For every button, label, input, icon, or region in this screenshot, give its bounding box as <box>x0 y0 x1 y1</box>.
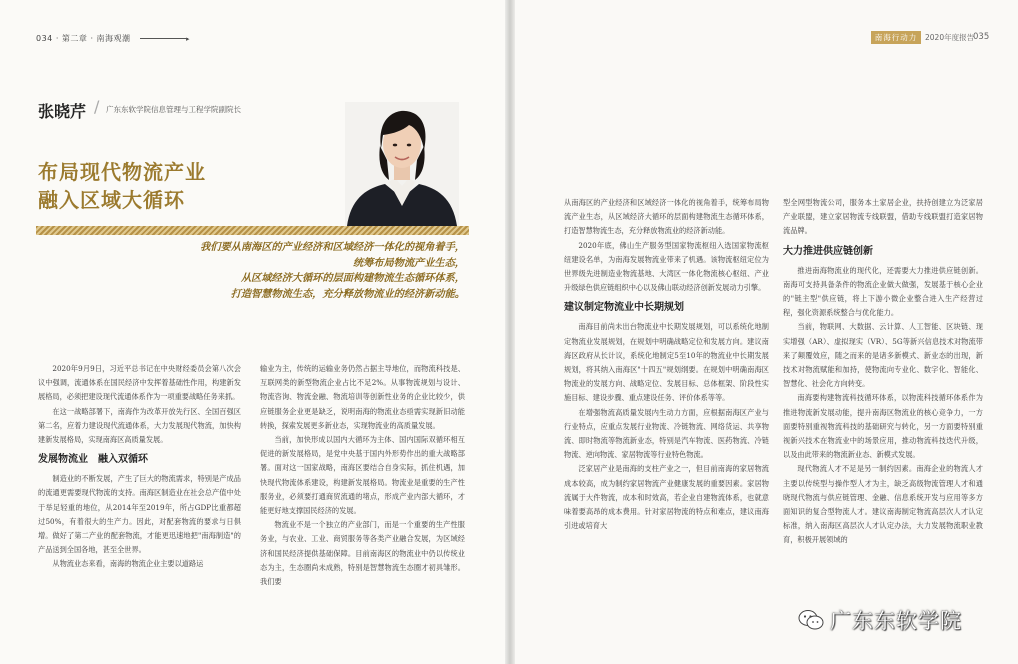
paragraph: 当前，加快形成以国内大循环为主体、国内国际双循环相互促进的新发展格局，是党中央基于国内外形势作出的重大战略部署。面对这一国家战略，南海区要结合自身实际，抓住机遇，加快现代物流体系建设，构建新发展格局。物流业是重要的生产性服务业，必须要打通商贸流通的堵点，形成产业内部大循环，才能更好地支撑国民经济的发展。 <box>260 435 465 516</box>
title-line-1: 布局现代物流产业 <box>38 160 206 184</box>
paragraph: 在增强物流高质量发展内生动力方面，应根据南海区产业与行业特点，应重点发展行业物流、冷链物流、网络货运、共享物流、即时物流等物流新业态，特别是汽车物流、医药物流、冷链物流、逆向物流、家居物流等行业特色物流。 <box>564 407 769 460</box>
paragraph: 当前，物联网、大数据、云计算、人工智能、区块链、现实增强（AR）、虚拟现实（VR）、5G等新兴信息技术对物流带来了颠覆效应，随之而来的是诸多新模式、新业态的出现，新技术对物流赋能和加持，使物流向专业化、数字化、智能化、智慧化、社会化方向转变。 <box>783 322 983 389</box>
left-header-text: 034 · 第二章 · 南海观潮 <box>36 34 131 43</box>
decorative-band <box>36 226 469 235</box>
header-rule <box>140 38 188 39</box>
paragraph: 泛家居产业是南海的支柱产业之一，但目前南海的家居物流成本较高，成为制约家居物流产业健康发展的重要因素。家居物流属于大件物流，成本和时效高，若企业自建物流体系，也就意味着要高昂的成本费用。针对家居物流的特点和难点，建议南海引进或培育大 <box>564 464 769 531</box>
body-column-4 <box>783 196 983 548</box>
paragraph: 现代物流人才不足是另一制约因素。南海企业的物流人才主要以传统型与操作型人才为主，缺乏高级物流管理人才和通晓现代物流与供应链管理、金融、信息系统开发与应用等多方面知识的复合型物流人才。建议南海制定物流高层次人才认定标准，纳入南海区高层次人才认定办法，大力发展物流职业教育，积极开展领域的 <box>783 464 983 545</box>
body-column-2 <box>260 362 465 589</box>
article-lead <box>110 240 465 302</box>
paragraph: 在这一战略部署下，南海作为改革开放先行区、全国百强区第二名，应着力建设现代流通体系，大力发展现代物流，加快构建新发展格局，实现南海区高质量发展。 <box>38 406 241 445</box>
title-line-2: 融入区域大循环 <box>38 188 185 212</box>
section-heading: 建议制定物流业中长期规划 <box>564 302 684 314</box>
portrait-illustration <box>345 102 459 226</box>
paragraph: 制造业的不断发展，产生了巨大的物流需求，特别是产成品的流通更需要现代物流的支持。南海区制造业在社会总产值中处于举足轻重的地位，从2014年至2019年，所占GDP比重都超过50%，有着很大的生产力。因此，对配套物流的要求与日俱增。做好了第二产业的配套物流，才能更迅速地把"南海制造"的产品送到全国各地，甚至全世界。 <box>38 474 241 555</box>
lead-line: 我们要从南海区的产业经济和区域经济一体化的视角着手， <box>200 241 465 253</box>
wechat-watermark <box>798 604 962 636</box>
author-portrait <box>345 102 459 226</box>
header-badge: 南海行动力 <box>871 31 921 44</box>
body-column-3 <box>564 196 769 533</box>
paragraph: 型全网型物流公司，服务本土家居企业，扶持创建立为泛家居产业联盟，建立家居物流专线联盟，借助专线联盟打造家居物流品牌。 <box>783 198 983 236</box>
body-column-1 <box>38 362 241 572</box>
paragraph: 2020年底，佛山生产服务型国家物流枢纽入选国家物流枢纽建设名单，为南海发展物流业带来了机遇。该物流枢纽定位为世界级先进制造业物流基地、大湾区一体化物流核心枢纽、产业升级绿色供应链组织中心以及佛山联动经济创新发展动力引擎。 <box>564 240 769 293</box>
wechat-icon <box>798 609 824 631</box>
page-gutter <box>505 0 515 664</box>
author-divider: / <box>94 97 100 116</box>
paragraph: 2020年9月9日，习近平总书记在中央财经委员会第八次会议中强调，流通体系在国民经济中发挥着基础性作用，构建新发展格局，必须把建设现代流通体系作为一项重要战略任务来抓。 <box>38 364 241 402</box>
page-number: 035 <box>973 32 990 42</box>
watermark-text: 广东东软学院 <box>830 609 962 633</box>
section-heading: 大力推进供应链创新 <box>783 245 873 257</box>
paragraph: 从物流业态来看，南海的物流企业主要以道路运 <box>52 559 204 569</box>
paragraph: 物流业不是一个独立的产业部门，而是一个重要的生产性服务业，与农业、工业、商贸服务等各类产业融合发展，为区域经济和国民经济提供基础保障。目前南海区的物流业中仍以传统业态为主，生态圈尚未成熟，特别是智慧物流生态圈才初具雏形。我们要 <box>260 520 465 587</box>
lead-line: 统筹布局物流产业生态， <box>352 256 465 269</box>
section-heading: 发展物流业 融入双循环 <box>38 454 148 466</box>
header-year: 2020年度报告 <box>925 33 975 42</box>
author-title: 广东东软学院信息管理与工程学院副院长 <box>106 105 241 114</box>
lead-line: 从区域经济大循环的层面构建物流生态循环体系， <box>240 272 465 284</box>
paragraph: 推进南海物流业的现代化，还需要大力推进供应链创新。南海可支持具备条件的物流企业做大做强，发展基于核心企业的"链主型"供应链，将上下游小微企业整合进入生产经营过程，强化资源系统整合与优化能力。 <box>783 265 983 318</box>
paragraph: 南海目前尚未出台物流业中长期发展规划，可以系统化地制定物流业发展规划，在规划中明确战略定位和发展方向。建议南海区政府从长计议，系统化地制定5至10年的物流业中长期发展规划，将其纳入南海区"十四五"规划纲要。在规划中明确南海区物流业的发展方向、战略定位、发展目标、总体框架、阶段性实施目标、建设步骤、重点建设任务、评价体系等等。 <box>564 322 769 403</box>
paragraph: 输业为主，传统的运输业务仍然占据主导地位，而物流科技是、互联网类的新型物流企业占比不足2%。从事物流规划与设计、物流咨询、物流金融、物流培训等创新性业务的企业比较少，供应链服务企业更是缺乏，说明南海的物流业态亟需实现新旧动能转换，探索发展更多新业态，实现物流业的高质量发展。 <box>260 364 465 430</box>
paragraph: 从南海区的产业经济和区域经济一体化的视角着手，统筹布局物流产业生态，从区域经济大循环的层面构建物流生态循环体系，打造智慧物流生态，充分释放物流业的经济新动能。 <box>564 198 769 236</box>
author-name: 张晓芹 <box>38 102 87 121</box>
header-arrow-icon: ▸ <box>186 35 190 43</box>
article-title <box>38 158 206 214</box>
lead-line: 打造智慧物流生态，充分释放物流业的经济新动能。 <box>230 287 465 300</box>
paragraph: 南海要构建物流科技循环体系，以物流科技循环体系作为推进物流新发展动能，提升南海区物流业的核心竞争力，一方面要特别重视物流科技的基础研究与转化，另一方面要特别重视新兴技术在物流业中的场景应用，推动物流科技迭代升级，以及由此带来的物流新业态、新模式发展。 <box>783 393 983 460</box>
